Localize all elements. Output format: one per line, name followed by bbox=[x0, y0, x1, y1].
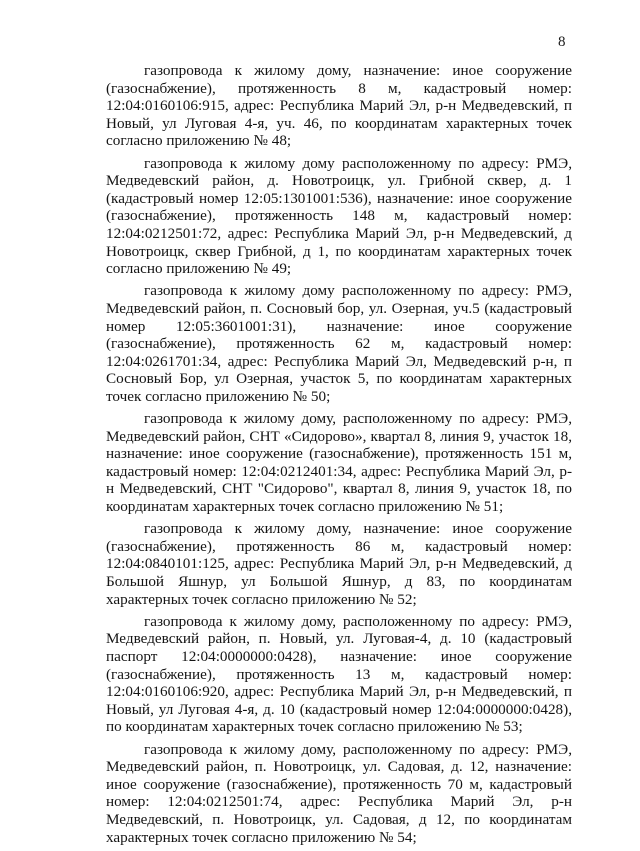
paragraph-49: газопровода к жилому дому расположенному по адресу: РМЭ, Медведевский район, д. Новотроицк, ул. Грибной сквер, д. 1 (кадастровый номер 12:05:1301001:536), назначение: иное сооружение (газоснабжение), протяженность 148 м, кадастровый номер: 12:04:0212501:72, адрес: Республика Марий Эл, р-н Медведевский, д Новотроицк, сквер Грибной, д 1, по координатам характерных точек согласно приложению № 49; bbox=[106, 154, 572, 278]
paragraph-51: газопровода к жилому дому, расположенному по адресу: РМЭ, Медведевский район, СНТ «Сидорово», квартал 8, линия 9, участок 18, назначение: иное сооружение (газоснабжение), протяженность 151 м, кадастровый номер: 12:04:0212401:34, адрес: Республика Марий Эл, р-н Медведевский, СНТ "Сидорово", квартал 8, линия 9, участок 18, по координатам характерных точек согласно приложению № 51; bbox=[106, 410, 572, 516]
paragraph-50: газопровода к жилому дому расположенному по адресу: РМЭ, Медведевский район, п. Сосновый бор, ул. Озерная, уч.5 (кадастровый номер 12:05:3601001:31), назначение: иное сооружение (газоснабжение), протяженность 62 м, кадастровый номер: 12:04:0261701:34, адрес: Республика Марий Эл, Медведевский р-н, п Сосновый Бор, ул Озерная, участок 5, по координатам характерных точек согласно приложению № 50; bbox=[106, 282, 572, 405]
paragraph-53: газопровода к жилому дому, расположенному по адресу: РМЭ, Медведевский район, п. Новый, ул. Луговая-4, д. 10 (кадастровый паспорт 12:04:0000000:0428), назначение: иное сооружение (газоснабжение), протяженность 13 м, кадастровый номер: 12:04:0160106:920, адрес: Республика Марий Эл, р-н Медведевский, п Новый, ул Луговая 4-я, д. 10 (кадастровый номер 12:04:0000000:0428), по координатам характерных точек согласно приложению № 53; bbox=[106, 612, 572, 736]
document-body bbox=[106, 62, 572, 851]
page-number: 8 bbox=[558, 34, 566, 50]
paragraph-52: газопровода к жилому дому, назначение: иное сооружение (газоснабжение), протяженность 86 м, кадастровый номер: 12:04:0840101:125, адрес: Республика Марий Эл, р-н Медведевский, д Большой Яшнур, ул Большой Яшнур, д 83, по координатам характерных точек согласно приложению № 52; bbox=[106, 520, 572, 608]
paragraph-48: газопровода к жилому дому, назначение: иное сооружение (газоснабжение), протяженность 8 м, кадастровый номер: 12:04:0160106:915, адрес: Республика Марий Эл, р-н Медведевский, п Новый, ул Луговая 4-я, уч. 46, по координатам характерных точек согласно приложению № 48; bbox=[106, 62, 572, 150]
paragraph-54: газопровода к жилому дому, расположенному по адресу: РМЭ, Медведевский район, п. Новотроицк, ул. Садовая, д. 12, назначение: иное сооружение (газоснабжение), протяженность 70 м, кадастровый номер: 12:04:0212501:74, адрес: Республика Марий Эл, р-н Медведевский, п. Новотроицк, ул. Садовая, д 12, по координатам характерных точек согласно приложению № 54; bbox=[106, 740, 572, 846]
